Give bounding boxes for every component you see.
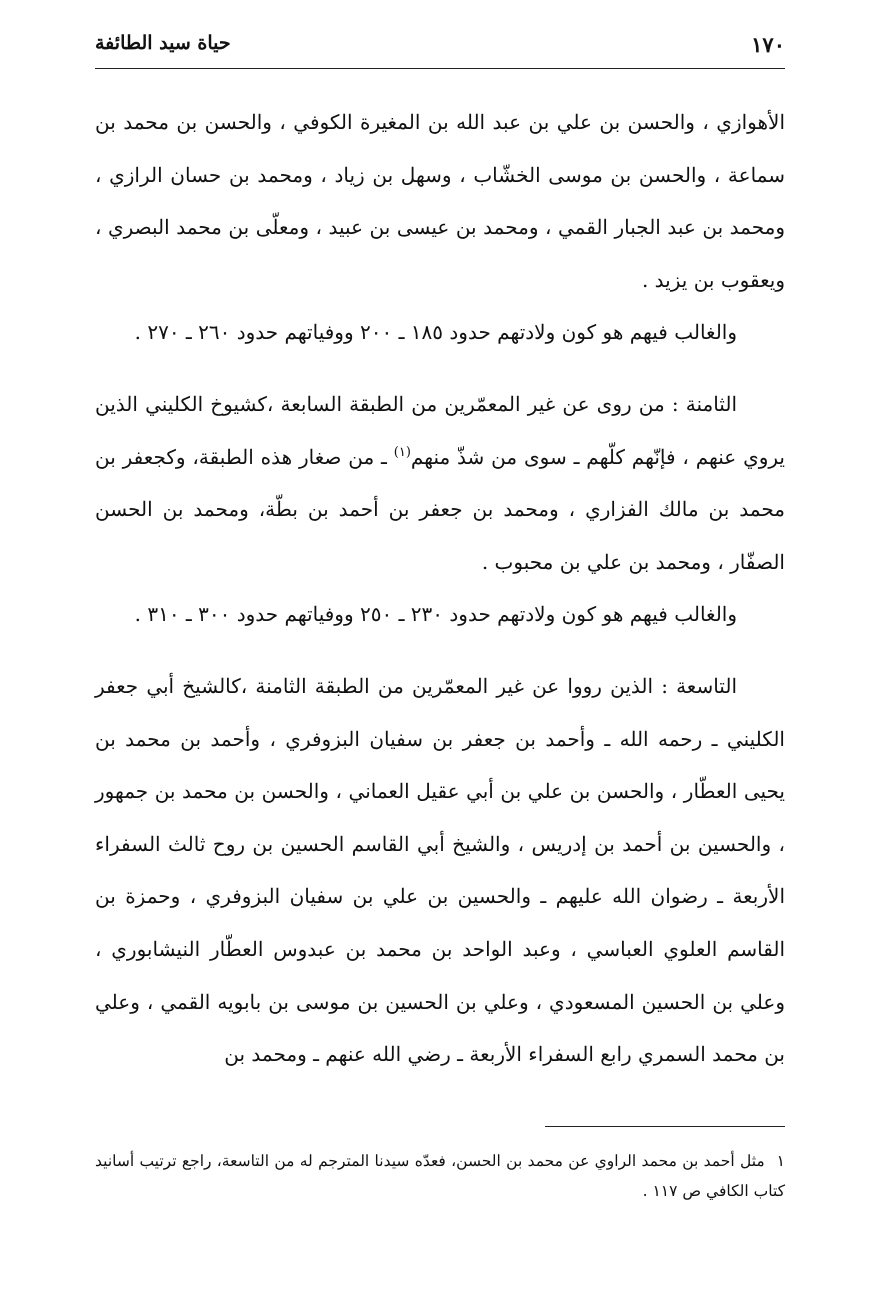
- paragraph-eighth-dates: والغالب فيهم هو كون ولادتهم حدود ٢٣٠ ـ ٢٥٠ ووفياتهم حدود ٣٠٠ ـ ٣١٠ .: [134, 602, 737, 627]
- footnote: [95, 1146, 785, 1206]
- paragraph-eighth-class: [95, 378, 785, 588]
- footnote-text: مثل أحمد بن محمد الراوي عن محمد بن الحسن، فعدّه سيدنا المترجم له من التاسعة، راجع ترتيب أسانيد كتاب الكافي ص ١١٧ .: [95, 1152, 785, 1200]
- running-header: [95, 30, 785, 68]
- body-text: [95, 96, 785, 1081]
- paragraph-seventh-dates: والغالب فيهم هو كون ولادتهم حدود ١٨٥ ـ ٢٠٠ ووفياتهم حدود ٢٦٠ ـ ٢٧٠ .: [134, 320, 737, 345]
- header-rule: [95, 68, 785, 69]
- page-number: ١٧٠: [751, 32, 785, 57]
- footnote-marker[interactable]: (١): [393, 444, 411, 460]
- footnote-number: ١: [776, 1152, 785, 1170]
- paragraph-eighth-text-a: الثامنة : من روى عن غير المعمّرين من الطبقة السابعة ،كشيوخ الكليني الذين يروي عنهم ، فإنّهم كلّهم ـ سوى من شذّ منهم: [95, 391, 785, 469]
- paragraph-ninth-class: التاسعة : الذين رووا عن غير المعمّرين من الطبقة الثامنة ،كالشيخ أبي جعفر الكليني ـ رحمه الله ـ وأحمد بن جعفر بن سفيان البزوفري ، وأحمد بن محمد بن يحيى العطّار ، والحسن بن علي بن أبي عقيل العماني ، والحسن بن محمد بن جمهور ، والحسين بن أحمد بن إدريس ، والشيخ أبي القاسم الحسين بن روح ثالث السفراء الأربعة ـ رضوان الله عليهم ـ والحسين بن علي بن سفيان البزوفري ، وحمزة بن القاسم العلوي العباسي ، وعبد الواحد بن محمد بن عبدوس العطّار النيشابوري ، وعلي بن الحسين المسعودي ، وعلي بن الحسين بن موسى بن بابويه القمي ، وعلي بن محمد السمري رابع السفراء الأربعة ـ رضي الله عنهم ـ ومحمد بن: [95, 673, 785, 1067]
- paragraph-continuation: الأهوازي ، والحسن بن علي بن عبد الله بن المغيرة الكوفي ، والحسن بن محمد بن سماعة ، والحسن بن موسى الخشّاب ، وسهل بن زياد ، ومحمد بن حسان الرازي ، ومحمد بن عبد الجبار القمي ، ومحمد بن عيسى بن عبيد ، ومعلّى بن محمد البصري ، ويعقوب بن يزيد .: [95, 110, 785, 292]
- footnote-rule: [545, 1126, 785, 1127]
- book-title: حياة سيد الطائفة: [95, 32, 231, 54]
- paragraph-eighth-text-b: ـ من صغار هذه الطبقة، وكجعفر بن محمد بن مالك الفزاري ، ومحمد بن جعفر بن أحمد بن بطّة، ومحمد بن الحسن الصفّار ، ومحمد بن علي بن محبوب .: [95, 444, 785, 574]
